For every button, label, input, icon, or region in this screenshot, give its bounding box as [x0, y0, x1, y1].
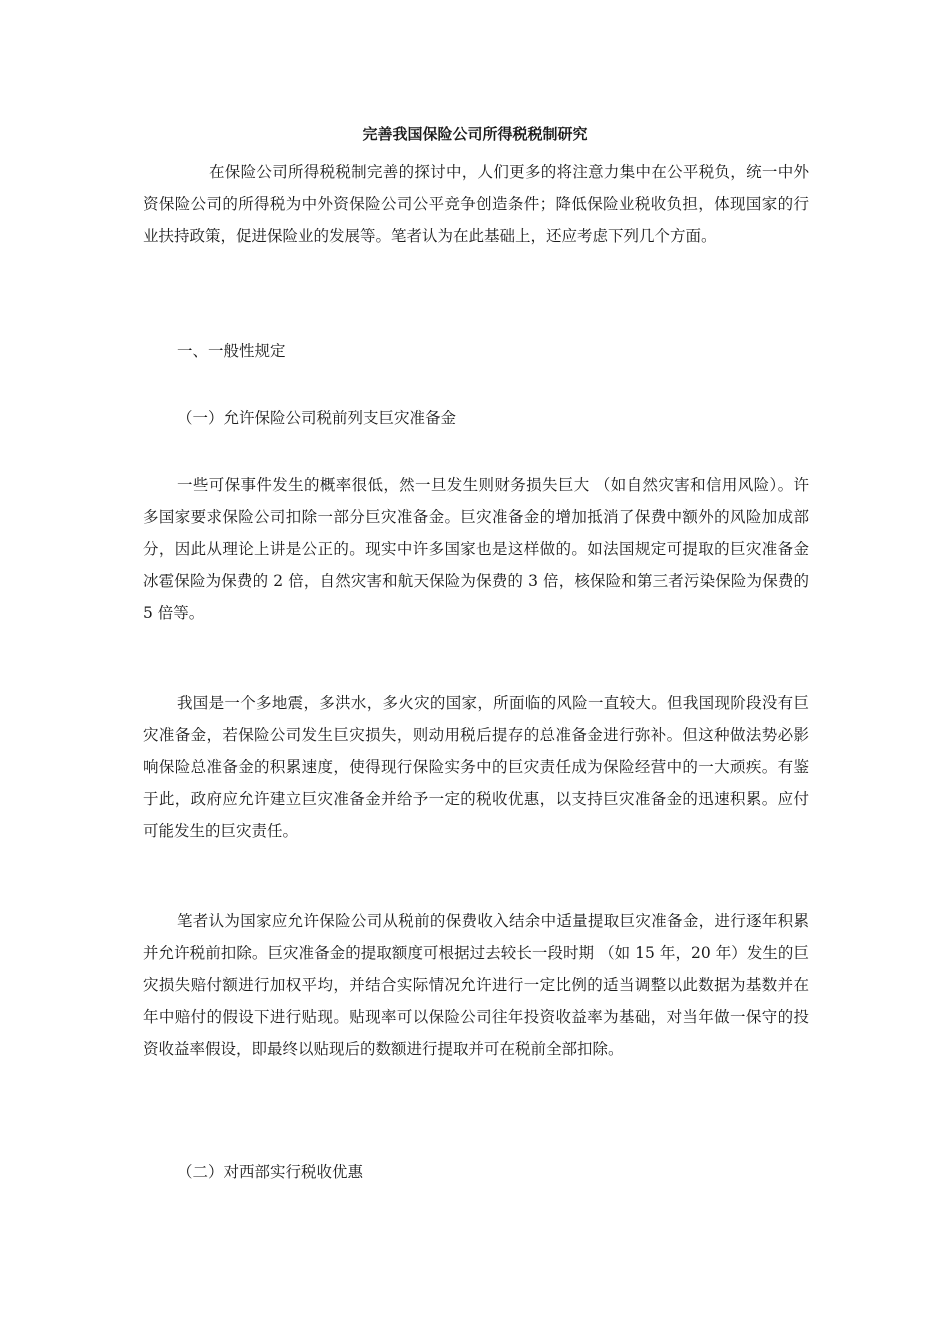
section-heading-general: 一、一般性规定 [177, 342, 286, 360]
intro-paragraph: 在保险公司所得税税制完善的探讨中，人们更多的将注意力集中在公平税负，统一中外资保险公司的所得税为中外资保险公司公平竞争创造条件；降低保险业税收负担，体现国家的行业扶持政策，促进保险业的发展等。笔者认为在此基础上，还应考虑下列几个方面。 [143, 163, 809, 245]
body-paragraph-1: 一些可保事件发生的概率很低，然一旦发生则财务损失巨大 （如自然灾害和信用风险）。许多国家要求保险公司扣除一部分巨灾准备金。巨灾准备金的增加抵消了保费中额外的风险加成部分，因此从理论上讲是公正的。现实中许多国家也是这样做的。如法国规定可提取的巨灾准备金冰雹保险为保费的 2 倍，自然灾害和航天保险为保费的 3 倍，核保险和第三者污染保险为保费的 5 倍等。 [143, 476, 809, 622]
body-paragraph-3: 笔者认为国家应允许保险公司从税前的保费收入结余中适量提取巨灾准备金，进行逐年积累并允许税前扣除。巨灾准备金的提取额度可根据过去较长一段时期 （如 15 年，20 年）发生的巨灾损失赔付额进行加权平均，并结合实际情况允许进行一定比例的适当调整以此数据为基数并在年中赔付的假设下进行贴现。贴现率可以保险公司往年投资收益率为基础，对当年做一保守的投资收益率假设，即最终以贴现后的数额进行提取并可在税前全部扣除。 [143, 912, 809, 1058]
document-title: 完善我国保险公司所得税税制研究 [362, 125, 588, 143]
subsection-heading-western-tax: （二）对西部实行税收优惠 [177, 1163, 364, 1181]
subsection-heading-catastrophe-reserve: （一）允许保险公司税前列支巨灾准备金 [177, 409, 457, 427]
body-paragraph-2: 我国是一个多地震，多洪水，多火灾的国家，所面临的风险一直较大。但我国现阶段没有巨灾准备金，若保险公司发生巨灾损失，则动用税后提存的总准备金进行弥补。但这种做法势必影响保险总准备金的积累速度，使得现行保险实务中的巨灾责任成为保险经营中的一大顽疾。有鉴于此，政府应允许建立巨灾准备金并给予一定的税收优惠，以支持巨灾准备金的迅速积累。应付可能发生的巨灾责任。 [143, 694, 809, 840]
